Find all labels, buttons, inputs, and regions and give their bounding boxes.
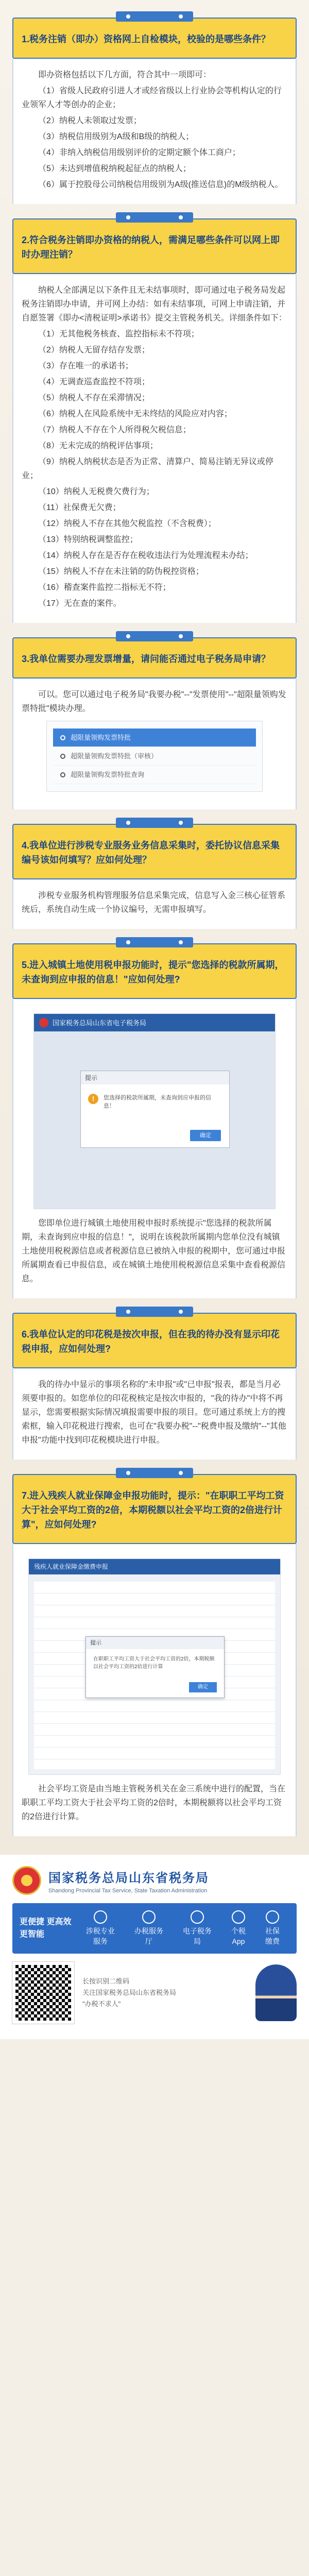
question-text: 5.进入城镇土地使用税申报功能时，提示"您选择的税款所属期，未查询到应申报的信息！"应如何处理? [22, 960, 284, 985]
radio-icon [60, 754, 65, 759]
service-label-2: 缴费 [265, 1937, 280, 1945]
question-text: 6.我单位认定的印花税是按次申报，但在我的待办没有显示印花税申报，应如何处理? [22, 1329, 280, 1354]
service-label: 电子税务 [183, 1927, 212, 1935]
question-text: 2.符合税务注销即办资格的纳税人，需满足哪些条件可以网上即时办理注销？ [22, 235, 280, 260]
note-line: 长按识别二维码 [82, 1977, 130, 1985]
service-label: 涉税专业 [86, 1927, 115, 1935]
tax-emblem-icon [12, 1866, 41, 1895]
question-tab-decoration [116, 11, 193, 22]
qa-section-2 [12, 218, 297, 623]
service-label-2: 局 [194, 1937, 201, 1945]
answer-body [12, 59, 297, 204]
qa-section-4 [12, 824, 297, 929]
answer-paragraph: （5）纳税人不存在采滞情况； [38, 394, 150, 402]
question-header [12, 218, 297, 274]
qa-section-7 [12, 1474, 297, 1836]
service-label: 社保 [265, 1927, 280, 1935]
answer-body [12, 999, 297, 1298]
form-screenshot [28, 1558, 281, 1775]
answer-paragraph: （3）纳税信用级别为A级和B级的纳税人； [38, 132, 194, 141]
service-icon [232, 1910, 245, 1924]
answer-paragraph: （16）稽查案件监控二指标无不符； [38, 583, 171, 592]
footer-note [74, 1976, 251, 2010]
question-text: 3.我单位需要办理发票增量，请问能否通过电子税务局申请？ [22, 654, 271, 664]
question-tab-decoration [116, 631, 193, 641]
question-header [12, 943, 297, 999]
question-tab-decoration [116, 937, 193, 947]
answer-body [12, 879, 297, 929]
question-text: 1.税务注销（即办）资格网上自检模块，校验的是哪些条件？ [22, 34, 271, 44]
qr-code[interactable] [12, 1962, 74, 2024]
menu-item-label: 超限量领购发票特批查询 [71, 771, 145, 778]
service-item[interactable] [231, 1910, 246, 1946]
menu-screenshot [46, 721, 263, 792]
answer-paragraph: （9）纳税人纳税状态是否为正常、清算户、简易注销无异议或停业； [22, 457, 273, 480]
question-header [12, 18, 297, 59]
answer-paragraph: 纳税人全部满足以下条件且无未结事项时，即可通过电子税务局发起税务注销即办申请，并可网上办结：如有未结事项，可网上申请注销，并自愿签署《即办<清税证明>承诺书》提交主管税务机关。详细条件如下： [22, 286, 287, 323]
question-text: 4.我单位进行涉税专业服务业务信息采集时，委托协议信息采集编号该如何填写？应如何处理？ [22, 840, 280, 865]
question-header [12, 1474, 297, 1544]
dialog-message: 您选择的税款所属期，未查询到应申报的信息！ [104, 1095, 211, 1109]
qa-section-1 [12, 18, 297, 204]
brand-name-en: Shandong Provincial Tax Service, State Taxation Administration [48, 1887, 208, 1894]
service-item[interactable] [86, 1910, 115, 1946]
answer-paragraph: （1）省级人民政府引进人才或经省级以上行业协会等机构认定的行业领军人才等创办的企业； [22, 87, 282, 109]
menu-item-label: 超限量领购发票特批 [71, 734, 131, 741]
services-band [12, 1903, 297, 1954]
question-header [12, 637, 297, 679]
question-tab-decoration [116, 818, 193, 828]
dialog-confirm-button[interactable]: 确定 [189, 1682, 217, 1692]
answer-paragraph: （2）纳税人无留存结存发票； [38, 346, 150, 354]
qa-section-3 [12, 637, 297, 809]
form-title-bar [29, 1559, 280, 1574]
answer-paragraph: （6）纳税人在风险系统中无未终结的风险应对内容； [38, 410, 232, 418]
service-label: 办税服务 [134, 1927, 163, 1935]
form-title: 残疾人就业保障金缴费申报 [34, 1563, 109, 1570]
answer-paragraph: （7）纳税人不存在个人所得税欠税信息； [38, 426, 191, 434]
mascot-illustration [255, 1964, 297, 2021]
service-label-2: 服务 [93, 1937, 108, 1945]
answer-paragraph: （4）无调查巡查监控不符项； [38, 378, 150, 386]
service-item[interactable] [134, 1910, 163, 1946]
warning-icon: ! [88, 1094, 98, 1104]
service-label: 个税 [231, 1927, 246, 1935]
question-header [12, 1313, 297, 1368]
dialog-confirm-button[interactable]: 确定 [190, 1130, 221, 1141]
service-label-2: 厅 [145, 1937, 152, 1945]
note-line: 关注国家税务总局山东省税务局 [82, 1989, 177, 1996]
qa-section-5 [12, 943, 297, 1298]
service-icon [142, 1910, 156, 1924]
answer-body [12, 274, 297, 623]
service-item[interactable] [183, 1910, 212, 1946]
answer-paragraph: （4）非纳入纳税信用级别评价的定期定额个体工商户； [38, 148, 241, 157]
brand [12, 1866, 297, 1895]
answer-paragraph: （2）纳税人未领取过发票； [38, 116, 142, 125]
answer-paragraph: （17）无在查的案件。 [38, 599, 122, 608]
answer-paragraph: 可以。您可以通过电子税务局"我要办税"--"发票使用"--"超限量领购发票特批"模块办理。 [22, 690, 286, 713]
answer-body [12, 679, 297, 809]
answer-body [12, 1368, 297, 1460]
dialog-title: 提示 [81, 1071, 229, 1084]
menu-item-label: 超限量领购发票特批（审核） [71, 752, 158, 760]
alert-dialog [80, 1071, 230, 1148]
dialog-screenshot [33, 1013, 276, 1209]
dialog-message: 在职职工平均工资大于社会平均工资的2倍，本期税额以社会平均工资的2倍进行计算 [93, 1656, 215, 1670]
question-tab-decoration [116, 212, 193, 223]
brand-name: 国家税务总局山东省税务局 [48, 1871, 209, 1885]
footer [0, 1855, 309, 2039]
answer-paragraph: （14）纳税人存在是否存在税收违法行为处理流程未办结； [38, 551, 253, 560]
alert-dialog [85, 1636, 225, 1698]
radio-icon [60, 772, 65, 777]
answer-paragraph: （3）存在唯一的承诺书； [38, 362, 133, 370]
dialog-title: 提示 [86, 1637, 224, 1649]
window-title: 国家税务总局山东省电子税务局 [53, 1019, 147, 1027]
answer-paragraph: （15）纳税人不存在未注销的防伪税控资格； [38, 567, 204, 576]
menu-item-invoice-review[interactable] [53, 747, 256, 766]
answer-paragraph: （5）未达到增值税纳税起征点的纳税人； [38, 164, 191, 173]
radio-icon [60, 735, 65, 740]
service-label-2: App [232, 1937, 245, 1945]
answer-paragraph: 涉税专业服务机构管理服务信息采集完成，信息写入金三核心征管系统后，系统自动生成一个协议编号，无需申报填写。 [22, 891, 286, 914]
service-icon [191, 1910, 204, 1924]
service-list [76, 1910, 289, 1946]
answer-body [12, 1544, 297, 1836]
answer-paragraph: 即办资格包括以下几方面，符合其中一项即可： [38, 71, 212, 79]
answer-paragraph: （12）纳税人不存在其他欠税监控（不含税费）； [38, 519, 216, 528]
question-tab-decoration [116, 1307, 193, 1317]
answer-paragraph: 您即单位进行城镇土地使用税申报时系统提示"您选择的税款所属期，未查询到应申报的信息！"，说明在该税款所属期内您单位没有城镇土地使用税税源信息或者税源信息已被纳入申报的税期中，您可通过申报所属期查看已申报信息，或在城镇土地使用税税源信息采集中查看税源信息。 [22, 1219, 286, 1283]
answer-paragraph: （13）特别纳税调整监控； [38, 535, 138, 544]
dialog-message-wrap [81, 1084, 229, 1115]
note-line: "办税不求人" [82, 2000, 121, 2008]
footer-bottom [12, 1962, 297, 2024]
service-icon [266, 1910, 279, 1924]
slogan: 更便捷 更高效 更智能 [20, 1918, 72, 1939]
answer-paragraph: 我的待办中显示的事项名称的"未申报"或"已申报"报表，都是当月必须要申报的。如您单位的印花税核定是按次申报的，"我的待办"中将不再显示，您需要根据实际情况填报需要申报的项目。您可通过系统上方的搜索框，输入印花税进行搜索，也可在"我要办税"--"税费申报及缴纳"--"其他申报"功能中找到印花税模块进行申报。 [22, 1380, 286, 1445]
menu-item-invoice-approval[interactable] [53, 728, 256, 747]
answer-paragraph: （8）无未完成的纳税评估事项； [38, 442, 158, 450]
qa-section-6 [12, 1313, 297, 1460]
question-tab-decoration [116, 1468, 193, 1478]
service-icon [94, 1910, 107, 1924]
question-text: 7.进入残疾人就业保障金申报功能时，提示："在职职工平均工资大于社会平均工资的2倍，本期税额以社会平均工资的2倍进行计算"，应如何处理? [22, 1490, 284, 1530]
answer-paragraph: （1）无其他税务核查、监控指标未不符项； [38, 330, 199, 338]
answer-paragraph: （11）社保费无欠费； [38, 503, 121, 512]
answer-paragraph: （10）纳税人无税费欠费行为； [38, 487, 154, 496]
answer-paragraph: （6）属于控股母公司纳税信用级别为A级(推送信息)的M级纳税人。 [38, 180, 283, 189]
service-item[interactable] [265, 1910, 280, 1946]
answer-paragraph: 社会平均工资是由当地主管税务机关在金三系统中进行的配置，当在职职工平均工资大于社会平均工资的2倍时，本期税额将以社会平均工资的2倍进行计算。 [22, 1785, 286, 1821]
menu-item-invoice-query[interactable] [53, 766, 256, 784]
question-header [12, 824, 297, 879]
window-title-bar [34, 1014, 275, 1031]
tax-emblem-icon [39, 1018, 48, 1027]
